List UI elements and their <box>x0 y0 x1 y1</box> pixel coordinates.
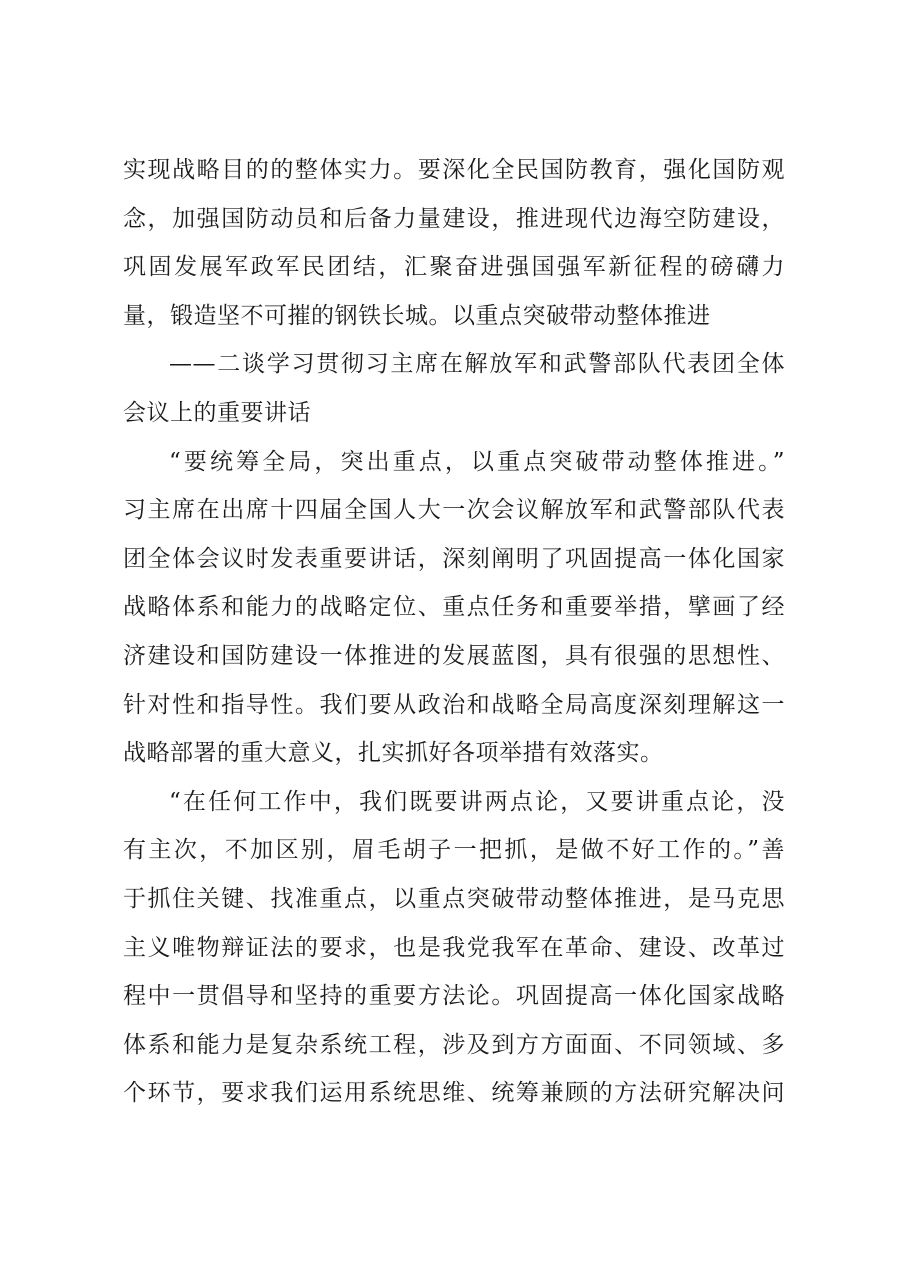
paragraph-1-line: 巩固发展军政军民团结，汇聚奋进强国强军新征程的磅礴力 <box>123 254 785 281</box>
subtitle-line: 会议上的重要讲话 <box>123 399 311 426</box>
paragraph-2-line: 战略部署的重大意义，扎实抓好各项举措有效落实。 <box>123 740 664 767</box>
paragraph-1-line: 实现战略目的的整体实力。要深化全民国防教育，强化国防观 <box>123 157 785 183</box>
paragraph-3-line: “在任何工作中，我们既要讲两点论，又要讲重点论，没 <box>169 788 785 815</box>
paragraph-2-line: 战略体系和能力的战略定位、重点任务和重要举措，擘画了经 <box>123 594 785 621</box>
paragraph-2-line: “要统筹全局，突出重点，以重点突破带动整体推进。” <box>169 448 785 475</box>
paragraph-3-line: 个环节，要求我们运用系统思维、统筹兼顾的方法研究解决问 <box>123 1080 785 1107</box>
document-body <box>123 146 785 1118</box>
paragraph-3-line: 主义唯物辩证法的要求，也是我党我军在革命、建设、改革过 <box>123 934 785 961</box>
paragraph-1-line: 量，锻造坚不可摧的钢铁长城。以重点突破带动整体推进 <box>123 302 711 329</box>
subtitle-line: ——二谈学习贯彻习主席在解放军和武警部队代表团全体 <box>169 351 785 378</box>
paragraph-2-line: 团全体会议时发表重要讲话，深刻阐明了巩固提高一体化国家 <box>123 545 785 572</box>
paragraph-3-line: 有主次，不加区别，眉毛胡子一把抓，是做不好工作的。”善 <box>123 837 785 864</box>
paragraph-3-line: 体系和能力是复杂系统工程，涉及到方方面面、不同领域、多 <box>123 1031 785 1058</box>
paragraph-3-line: 于抓住关键、找准重点，以重点突破带动整体推进，是马克思 <box>123 885 785 912</box>
paragraph-2-line: 习主席在出席十四届全国人大一次会议解放军和武警部队代表 <box>123 497 785 524</box>
paragraph-2-line: 针对性和指导性。我们要从政治和战略全局高度深刻理解这一 <box>123 691 785 718</box>
paragraph-3-line: 程中一贯倡导和坚持的重要方法论。巩固提高一体化国家战略 <box>123 983 785 1010</box>
paragraph-1-line: 念，加强国防动员和后备力量建设，推进现代边海空防建设， <box>123 205 785 232</box>
paragraph-2-line: 济建设和国防建设一体推进的发展蓝图，具有很强的思想性、 <box>123 642 785 669</box>
